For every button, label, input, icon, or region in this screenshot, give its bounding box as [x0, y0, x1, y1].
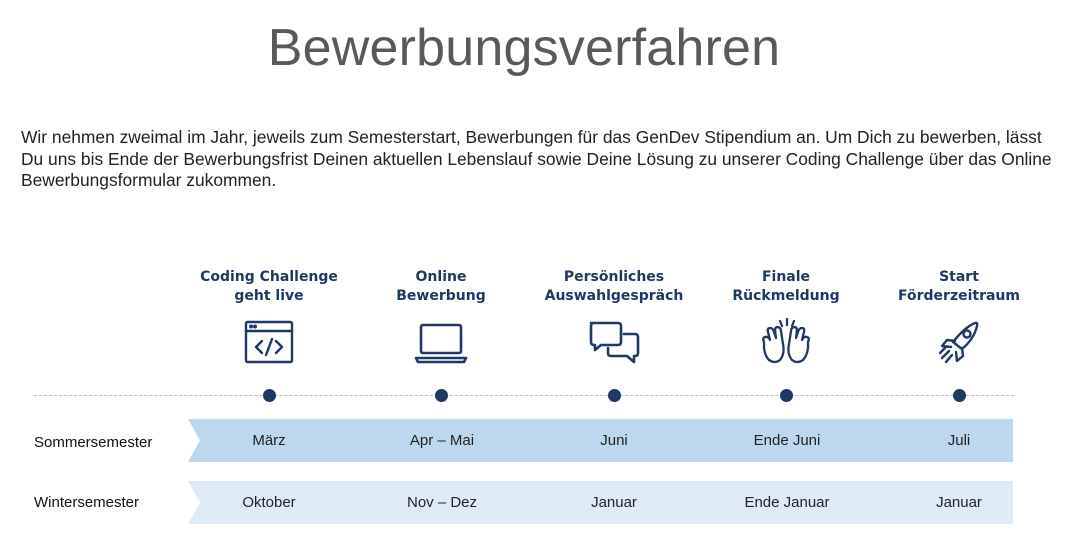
row-label-wintersemester: Wintersemester — [34, 494, 140, 511]
step-label-start-foerderzeitraum — [869, 268, 1049, 306]
schedule-band-sommersemester — [188, 419, 1013, 462]
high-five-icon — [756, 318, 816, 370]
schedule-cell: Ende Juni — [753, 432, 821, 449]
schedule-cell: Januar — [936, 494, 982, 511]
step-label-line1: Coding Challenge — [200, 269, 338, 285]
step-label-online-bewerbung — [351, 268, 531, 306]
step-label-auswahlgespraech — [524, 268, 704, 306]
schedule-cell: Januar — [591, 494, 637, 511]
rocket-icon — [929, 318, 989, 370]
intro-paragraph: Wir nehmen zweimal im Jahr, jeweils zum Semesterstart, Bewerbungen für das GenDev Stipendium an. Um Dich zu bewerben, lässt Du uns bis Ende der Bewerbungsfrist Deinen aktuellen Lebenslauf sowie Deine Lösung zu unserer Coding Challenge über das Online Bewerbungsformular zukommen. — [21, 127, 1052, 190]
timeline-dot — [608, 389, 621, 402]
schedule-cell: Ende Januar — [744, 494, 830, 511]
schedule-band-wintersemester — [188, 481, 1013, 524]
step-label-line2: Bewerbung — [396, 288, 486, 304]
schedule-cell: März — [252, 432, 286, 449]
step-label-line1: Start — [939, 269, 979, 285]
step-label-line1: Online — [415, 269, 467, 285]
schedule-cell: Juni — [600, 432, 628, 449]
chat-bubbles-icon — [584, 318, 644, 370]
row-label-sommersemester: Sommersemester — [34, 434, 153, 451]
step-label-line2: geht live — [234, 288, 304, 304]
code-window-icon — [239, 318, 299, 370]
schedule-cell: Juli — [947, 432, 971, 449]
schedule-cell: Nov – Dez — [406, 494, 478, 511]
step-label-line2: Auswahlgespräch — [544, 288, 684, 304]
page-title: Bewerbungsverfahren — [267, 19, 781, 77]
step-label-line1: Finale — [761, 269, 811, 285]
timeline-dot — [263, 389, 276, 402]
step-label-finale-rueckmeldung — [696, 268, 876, 306]
timeline-dot — [953, 389, 966, 402]
step-label-line2: Förderzeitraum — [898, 288, 1020, 304]
schedule-cell: Apr – Mai — [409, 432, 475, 449]
timeline-dot — [435, 389, 448, 402]
step-label-line2: Rückmeldung — [732, 288, 840, 304]
step-label-line1: Persönliches — [563, 269, 665, 285]
schedule-cell: Oktober — [242, 494, 296, 511]
step-label-coding-challenge — [179, 268, 359, 306]
timeline-dot — [780, 389, 793, 402]
laptop-icon — [411, 318, 471, 370]
timeline-line — [34, 395, 1014, 396]
